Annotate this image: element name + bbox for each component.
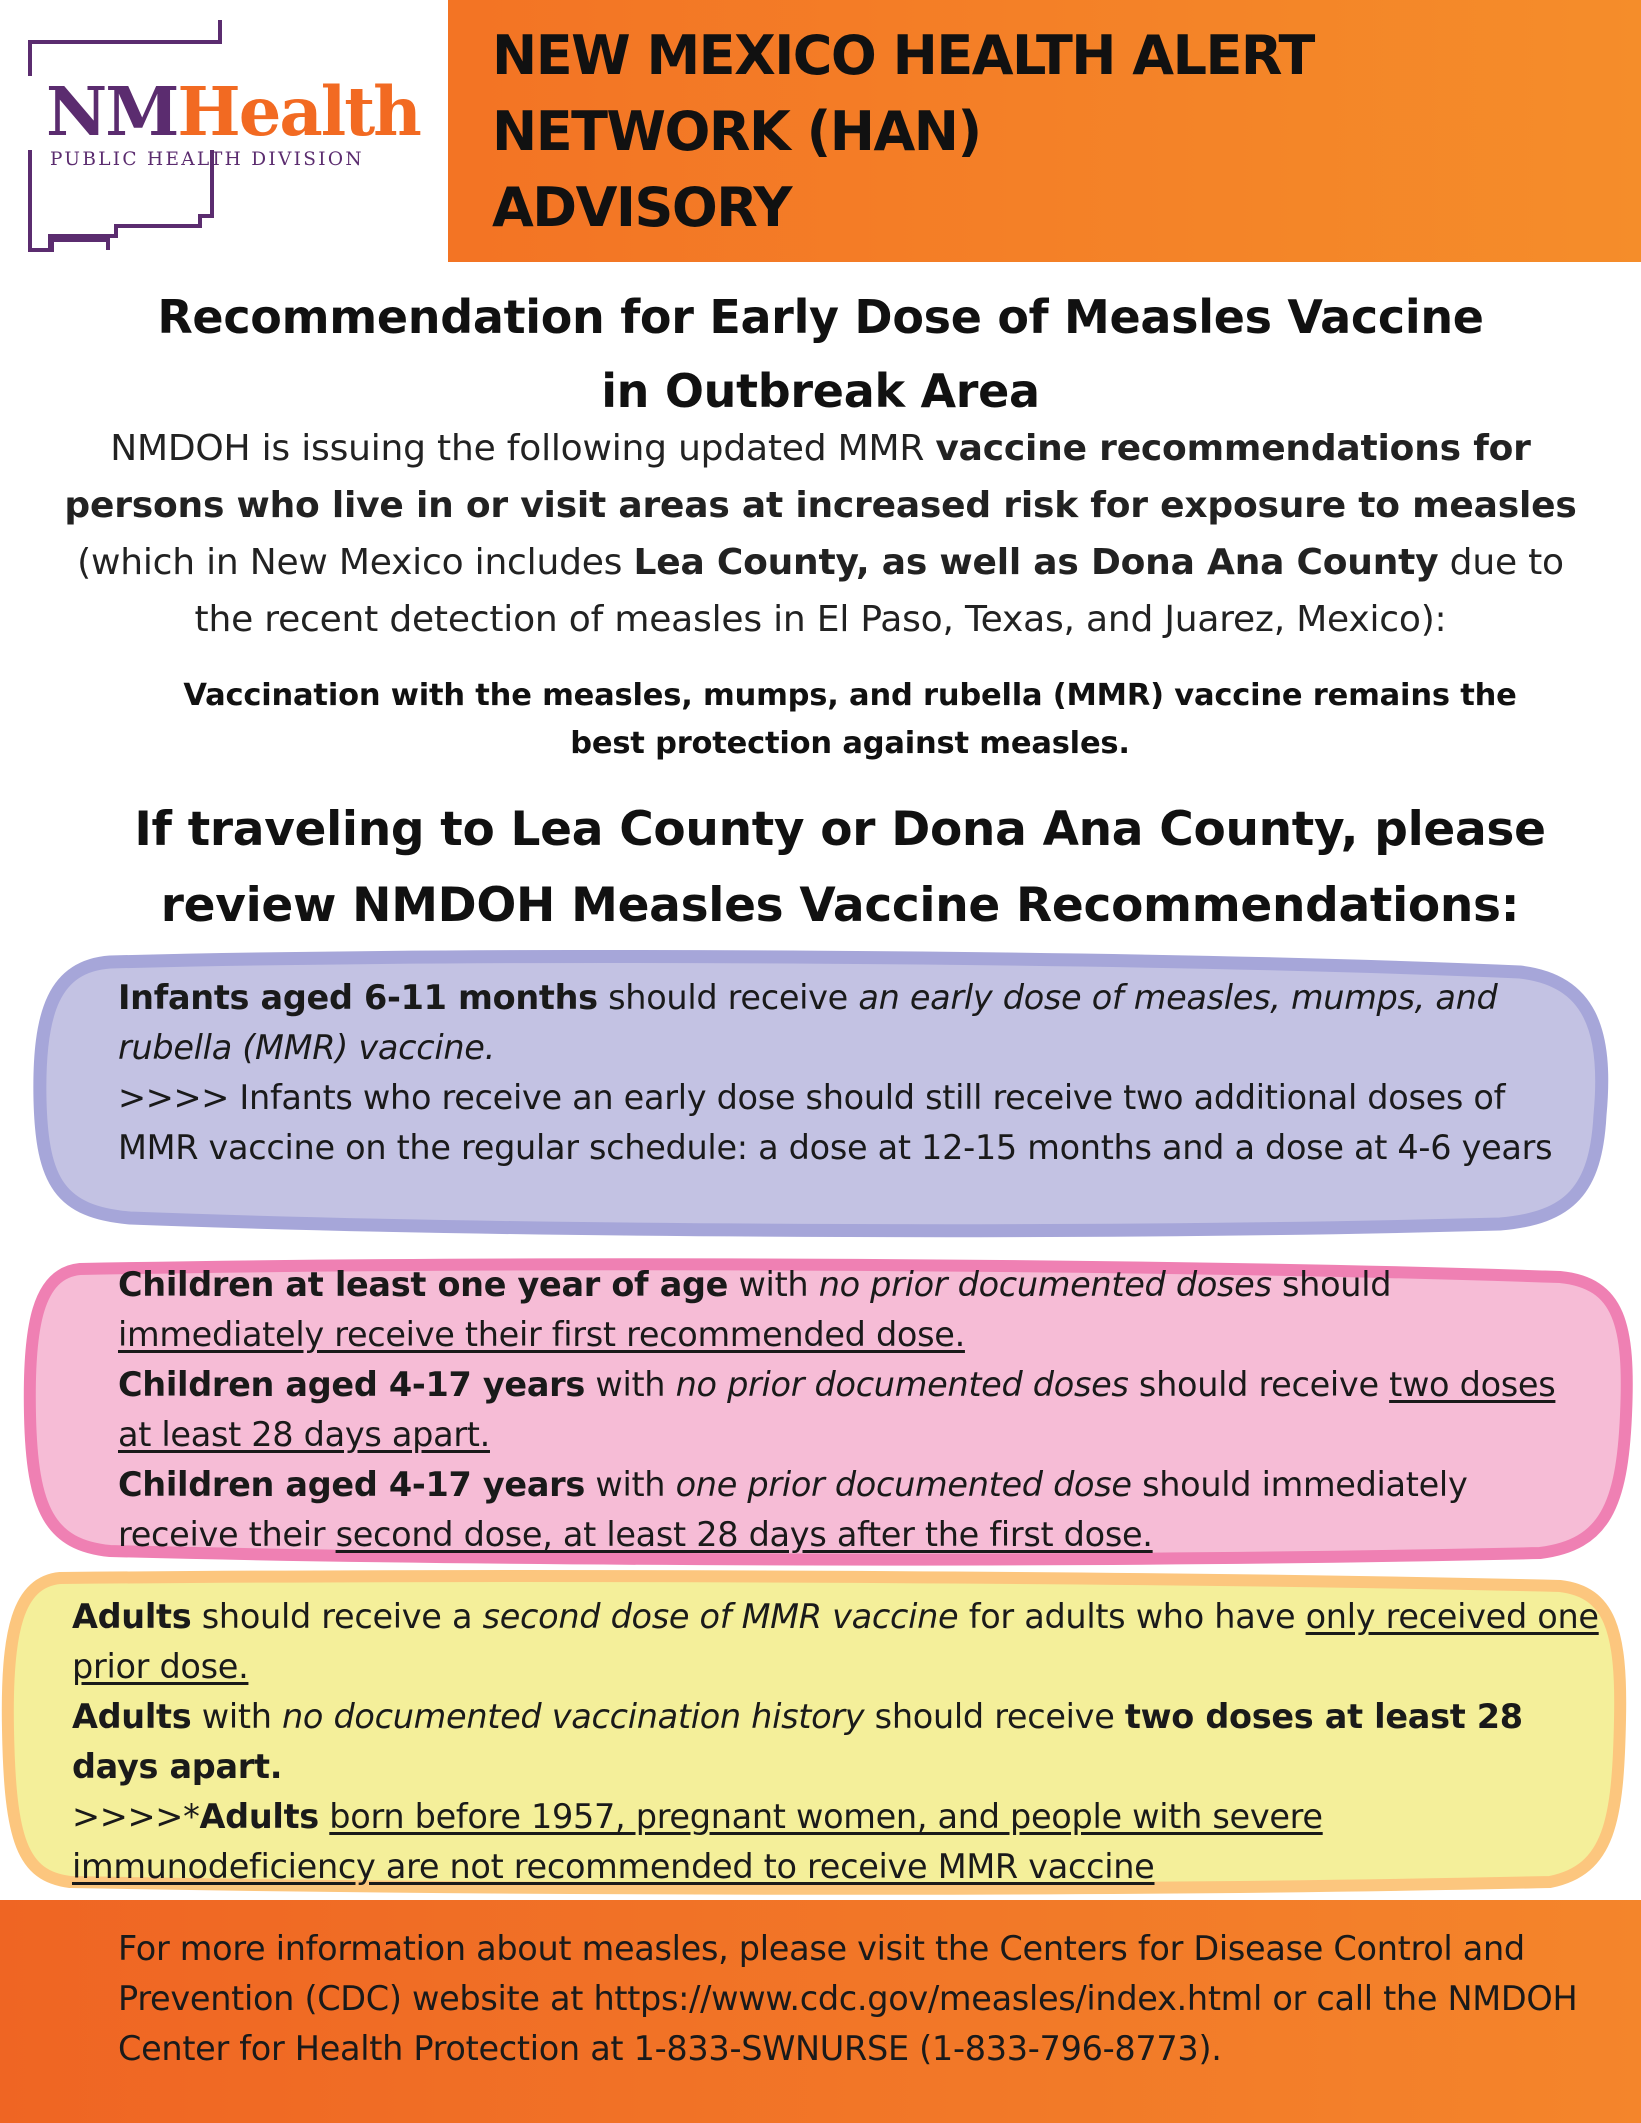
infants-followup: >>>> Infants who receive an early dose should still receive two additional doses of MMR vaccine on the regular schedule: a dose at 12-15 months and a dose at 4-6 years	[118, 1078, 1553, 1167]
adults-label: Adults	[199, 1797, 319, 1836]
children-label: Children aged 4-17 years	[118, 1465, 586, 1504]
document-title-line-1: Recommendation for Early Dose of Measles Vaccine	[157, 290, 1484, 344]
callout-line-2: best protection against measles.	[570, 726, 1130, 761]
adults-italic-text: second dose of MMR vaccine	[482, 1597, 959, 1636]
logo-health-text: Health	[177, 72, 420, 151]
travel-heading-line-2: review NMDOH Measles Vaccine Recommendations:	[160, 878, 1520, 933]
children-text: with	[728, 1265, 819, 1304]
intro-paragraph	[60, 420, 1581, 648]
children-recommendations	[118, 1260, 1568, 1560]
logo-subtitle: PUBLIC HEALTH DIVISION	[50, 149, 364, 170]
children-item-1	[118, 1260, 1568, 1360]
adults-label: Adults	[72, 1597, 192, 1636]
adults-bold-text: two doses at least 28 days apart.	[72, 1697, 1523, 1786]
adults-text: for adults who have	[958, 1597, 1306, 1636]
nmhealth-logo	[0, 0, 448, 262]
intro-text: (which in New Mexico includes	[77, 542, 634, 583]
infants-line	[118, 973, 1568, 1073]
logo-wordmark	[46, 72, 420, 151]
children-item-3	[118, 1460, 1568, 1560]
adults-item-3	[72, 1792, 1612, 1892]
document-title-line-2: in Outbreak Area	[601, 364, 1040, 418]
children-underlined-text: immediately receive their first recommended dose.	[118, 1315, 965, 1354]
intro-text: NMDOH is issuing the following updated MMR	[110, 428, 936, 469]
adults-item-2	[72, 1692, 1612, 1792]
adults-text: should receive a	[191, 1597, 483, 1636]
adults-item-1	[72, 1592, 1612, 1692]
children-text: should	[1271, 1265, 1392, 1304]
children-text: with	[585, 1465, 676, 1504]
infants-italic-text: an early dose of measles, mumps, and rubella (MMR) vaccine.	[118, 978, 1498, 1067]
han-title-line-2: NETWORK (HAN)	[492, 100, 981, 163]
children-italic-text: no prior documented doses	[675, 1365, 1129, 1404]
han-advisory-title	[492, 18, 1314, 246]
adults-text: with	[191, 1697, 282, 1736]
adults-italic-text: no documented vaccination history	[281, 1697, 865, 1736]
footer-info-text: For more information about measles, please visit the Centers for Disease Control and Prevention (CDC) website at https://www.cdc.gov/measles/index.html or call the NMDOH Center for Health Protection at 1-833-SWNURSE (1-833-796-8773).	[118, 1929, 1578, 2068]
han-title-line-1: NEW MEXICO HEALTH ALERT	[492, 24, 1314, 87]
infants-label: Infants aged 6-11 months	[118, 978, 598, 1017]
children-label: Children aged 4-17 years	[118, 1365, 586, 1404]
children-italic-text: one prior documented dose	[675, 1465, 1132, 1504]
callout-line-1: Vaccination with the measles, mumps, and rubella (MMR) vaccine remains the	[183, 678, 1517, 713]
children-text: with	[585, 1365, 676, 1404]
mmr-callout	[0, 672, 1641, 768]
children-underlined-text: second dose, at least 28 days after the first dose.	[335, 1515, 1153, 1554]
intro-bold-text: vaccine recommendations for persons who live in or visit areas at increased risk for exposure to measles	[64, 428, 1577, 526]
travel-heading	[0, 792, 1641, 944]
adults-arrow-prefix: >>>>*	[72, 1797, 200, 1836]
adults-text: should receive	[864, 1697, 1125, 1736]
adults-underlined-text: born before 1957, pregnant women, and people with severe immunodeficiency are not recommended to receive MMR vaccine	[72, 1797, 1323, 1886]
children-text: should receive	[1128, 1365, 1390, 1404]
adults-recommendations	[72, 1592, 1612, 1892]
children-text: should immediately receive their	[118, 1465, 1468, 1554]
adults-text	[319, 1797, 329, 1836]
infants-recommendation	[118, 973, 1568, 1173]
children-label: Children at least one year of age	[118, 1265, 729, 1304]
children-italic-text: no prior documented doses	[818, 1265, 1272, 1304]
children-underlined-text: two doses at least 28 days apart.	[118, 1365, 1556, 1454]
intro-text: due to the recent detection of measles in El Paso, Texas, and Juarez, Mexico):	[194, 542, 1564, 640]
infants-text: should receive	[597, 978, 859, 1017]
han-title-line-3: ADVISORY	[492, 176, 792, 239]
logo-nm-text: NM	[46, 72, 178, 151]
intro-counties: Lea County, as well as Dona Ana County	[633, 542, 1439, 583]
adults-label: Adults	[72, 1697, 192, 1736]
document-title	[0, 280, 1641, 428]
adults-underlined-text: only received one prior dose.	[72, 1597, 1599, 1686]
children-item-2	[118, 1360, 1568, 1460]
travel-heading-line-1: If traveling to Lea County or Dona Ana County, please	[134, 802, 1546, 857]
